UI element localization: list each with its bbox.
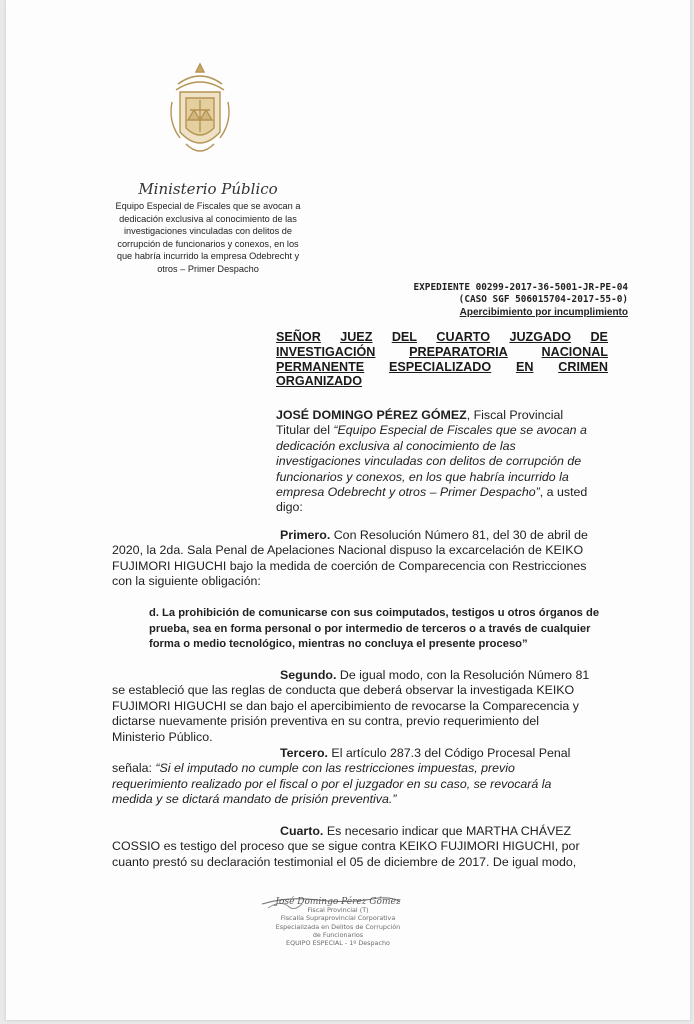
paragraph-heading: Segundo. [280, 668, 337, 682]
addressee-line: INVESTIGACIÓN PREPARATORIA NACIONAL [276, 344, 608, 359]
addressee-line: ORGANIZADO [276, 374, 363, 389]
expediente-number: EXPEDIENTE 00299-2017-36-5001-JR-PE-04 [413, 282, 628, 293]
quoted-obligation: d. La prohibición de comunicarse con sus coimputados, testigos u otros órganos de prueba, sea en forma personal o por intermedio de terceros o a través de cualquier forma o medio tecnológico, mientras no concluya el presente proceso” [149, 607, 600, 650]
paragraph-heading: Primero. [280, 528, 331, 542]
addressee-block [276, 330, 608, 389]
institution-name: Ministerio Público [138, 180, 278, 198]
intro-paragraph: JOSÉ DOMINGO PÉREZ GÓMEZ, Fiscal Provincial Titular del “Equipo Especial de Fiscales que se avocan a dedicación exclusiva al conocimiento de las investigaciones vinculadas con delitos de corrupción de funcionarios y conexos, en los que habría incurrido la empresa Odebrecht y otros – Primer Despacho”, a usted digo: [276, 408, 588, 515]
paragraph-primero: Primero. Con Resolución Número 81, del 30 de abril de 2020, la 2da. Sala Penal de Apelaciones Nacional dispuso la excarcelación de KEIKO FUJIMORI HIGUCHI bajo la medida de coerción de Comparecencia con Restricciones con la siguiente obligación: [112, 528, 588, 589]
ministry-seal-logo [166, 62, 234, 162]
signatory-name: José Domingo Pérez Gómez [275, 897, 401, 907]
paragraph-heading: Cuarto. [280, 824, 324, 838]
caso-number: (CASO SGF 506015704-2017-55-0) [458, 294, 628, 306]
addressee-line: SEÑOR JUEZ DEL CUARTO JUZGADO DE [276, 330, 608, 344]
document-page [6, 0, 690, 1020]
prosecutor-name: JOSÉ DOMINGO PÉREZ GÓMEZ [276, 408, 467, 422]
paragraph-tercero: Tercero. El artículo 287.3 del Código Procesal Penal señala: “Si el imputado no cumple con las restricciones impuestas, previo requerimiento realizado por el fiscal o por el juzgador en su caso, se revocará la medida y se dictará mandato de prisión preventiva.” [112, 746, 571, 807]
signature-stamp: José Domingo Pérez Gómez Fiscal Provincial (T) Fiscalía Supraprovincial Corporativa Especializada en Delitos de Corrupción de Funcionarios EQUIPO ESPECIAL - 1º Despacho [268, 898, 408, 947]
addressee-line: PERMANENTE ESPECIALIZADO EN CRIMEN [276, 359, 608, 374]
institution-block [108, 180, 308, 276]
paragraph-heading: Tercero. [280, 746, 328, 760]
document-subject: Apercibimiento por incumplimiento [459, 306, 628, 318]
team-name: Equipo Especial de Fiscales que se avocan a dedicación exclusiva al conocimiento de las investigaciones vinculadas con delitos de corrupción de funcionarios y conexos, en los que habría incurrido la empresa Odebrecht y otros – Primer Despacho [115, 201, 301, 274]
paragraph-segundo: Segundo. De igual modo, con la Resolución Número 81 se estableció que las reglas de conducta que deberá observar la investigada KEIKO FUJIMORI HIGUCHI se dan bajo el apercibimiento de revocarse la Comparecencia y dictarse nuevamente prisión preventiva en su contra, previo requerimiento del Ministerio Público. [112, 668, 590, 744]
case-reference [414, 282, 628, 319]
paragraph-cuarto: Cuarto. Es necesario indicar que MARTHA CHÁVEZ COSSIO es testigo del proceso que se sigue contra KEIKO FUJIMORI HIGUCHI, por cuanto prestó su declaración testimonial el 05 de diciembre de 2017. De igual modo, [112, 824, 580, 869]
